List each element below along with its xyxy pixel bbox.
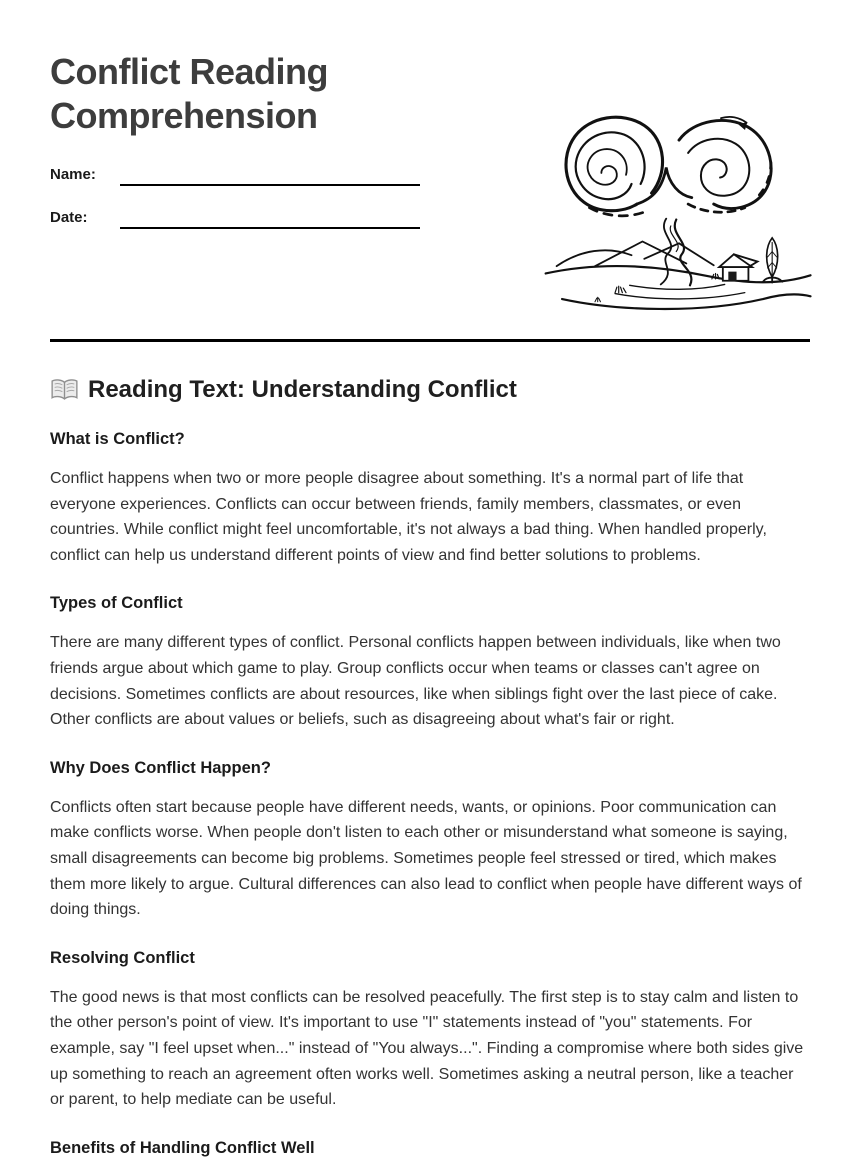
section-heading: What is Conflict? — [50, 430, 185, 448]
section-heading: Benefits of Handling Conflict Well — [50, 1138, 315, 1157]
reading-text-heading — [50, 376, 810, 404]
section-body: Conflicts often start because people have different needs, wants, or opinions. Poor communication can make conflicts worse. When people don't listen to each other or misunderstand what someone is saying, small disagreements can become big problems. Sometimes people feel stressed or tired, which makes them more likely to argue. Cultural differences can also lead to conflict when people have different ways of doing things. — [50, 798, 802, 919]
section-body: There are many different types of conflict. Personal conflicts happen between individuals, like when two friends argue about which game to play. Group conflicts occur when teams or classes can't agree on decisions. Sometimes conflicts are about resources, like when siblings fight over the last piece of cake. Other conflicts are about values or beliefs, such as disagreeing about what's fair or right. — [50, 634, 781, 729]
name-write-line — [120, 166, 420, 186]
section-body: The good news is that most conflicts can be resolved peacefully. The first step is to stay calm and listen to the other person's point of view. It's important to use "I" statements instead of "you" statements. For example, say "I feel upset when..." instead of "You always...". Finding a compromise where both sides give up something to reach an agreement often works well. Sometimes asking a neutral person, like a teacher or parent, to help mediate can be useful. — [50, 988, 804, 1109]
date-write-line — [120, 209, 420, 229]
section-divider-rule — [50, 339, 810, 342]
section-body: Conflict happens when two or more people disagree about something. It's a normal part of life that everyone experiences. Conflicts can occur between friends, family members, classmates, or even countries. While conflict might feel uncomfortable, it's not always a bad thing. When handled properly, conflict can help us understand different points of view and find better solutions to problems. — [50, 470, 767, 564]
section-heading: Types of Conflict — [50, 594, 183, 613]
reading-section-types-of-conflict — [50, 594, 810, 732]
reading-section-resolving-conflict — [50, 949, 810, 1113]
reading-section-why-conflict-happens — [50, 759, 810, 923]
page-title: Conflict Reading Comprehension — [50, 51, 328, 136]
section-heading: Why Does Conflict Happen? — [50, 758, 271, 777]
landscape-swirls-illustration — [542, 104, 816, 326]
section-heading: Resolving Conflict — [50, 948, 195, 967]
name-label: Name: — [50, 166, 96, 183]
open-book-icon — [50, 378, 79, 402]
reading-text-heading-label: Reading Text: Understanding Conflict — [88, 376, 517, 403]
date-label: Date: — [50, 209, 88, 226]
reading-section-benefits — [50, 1139, 810, 1158]
reading-section-what-is-conflict — [50, 430, 810, 568]
